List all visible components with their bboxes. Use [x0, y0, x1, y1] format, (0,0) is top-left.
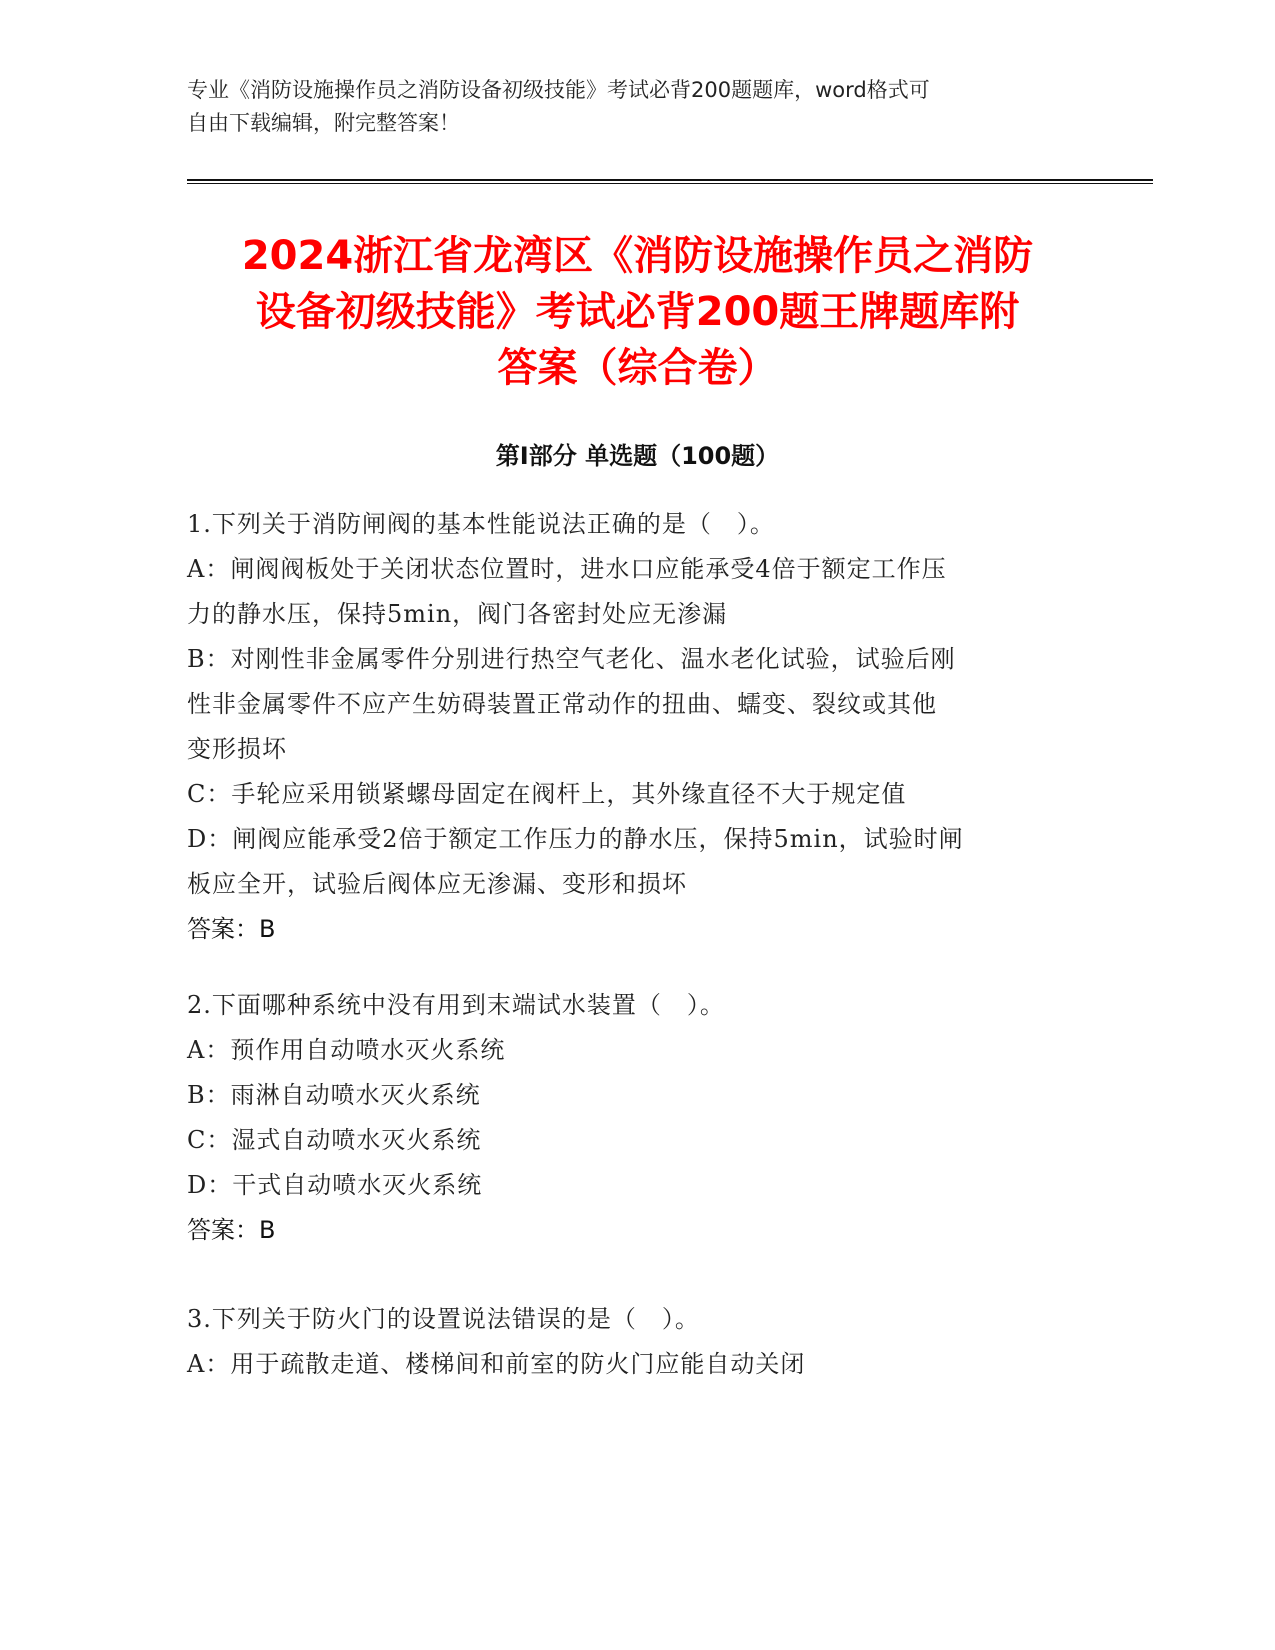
option-d-continued: 板应全开，试验后阀体应无渗漏、变形和损坏: [187, 870, 687, 898]
question-3: [187, 1297, 1087, 1387]
option-b-continued: 性非金属零件不应产生妨碍装置正常动作的扭曲、蠕变、裂纹或其他: [187, 690, 937, 718]
header-divider-thin: [187, 183, 1153, 184]
title-line-2: 设备初级技能》考试必背200题王牌题库附: [255, 289, 1020, 335]
answer-label: 答案：B: [187, 915, 276, 943]
header-note-line-2: 自由下载编辑，附完整答案！: [187, 111, 460, 135]
title-line-3: 答案（综合卷）: [497, 345, 778, 391]
header-note: [187, 74, 1067, 140]
question-1: [187, 502, 1087, 952]
option-a-continued: 力的静水压，保持5min，阀门各密封处应无渗漏: [187, 600, 728, 628]
option-a: A：预作用自动喷水灭火系统: [187, 1036, 506, 1064]
option-a: A：闸阀阀板处于关闭状态位置时，进水口应能承受4倍于额定工作压: [187, 555, 947, 583]
answer-label: 答案：B: [187, 1216, 276, 1244]
title-line-1: 2024浙江省龙湾区《消防设施操作员之消防: [241, 233, 1034, 279]
option-b-continued: 变形损坏: [187, 735, 287, 763]
section-title: 第Ⅰ部分 单选题（100题）: [495, 442, 780, 470]
option-c: C：手轮应采用锁紧螺母固定在阀杆上，其外缘直径不大于规定值: [187, 780, 907, 808]
document-title: [140, 228, 1135, 396]
header-note-line-1: 专业《消防设施操作员之消防设备初级技能》考试必背200题题库，word格式可: [187, 78, 930, 102]
question-2: [187, 983, 1087, 1253]
question-stem: 2.下面哪种系统中没有用到末端试水装置（ ）。: [187, 991, 725, 1019]
header-divider-thick: [187, 179, 1153, 181]
option-b: B：雨淋自动喷水灭火系统: [187, 1081, 481, 1109]
option-a: A：用于疏散走道、楼梯间和前室的防火门应能自动关闭: [187, 1350, 806, 1378]
option-c: C：湿式自动喷水灭火系统: [187, 1126, 482, 1154]
option-d: D：干式自动喷水灭火系统: [187, 1171, 483, 1199]
option-d: D：闸阀应能承受2倍于额定工作压力的静水压，保持5min，试验时闸: [187, 825, 964, 853]
question-stem: 1.下列关于消防闸阀的基本性能说法正确的是（ ）。: [187, 510, 775, 538]
question-stem: 3.下列关于防火门的设置说法错误的是（ ）。: [187, 1305, 700, 1333]
option-b: B：对刚性非金属零件分别进行热空气老化、温水老化试验，试验后刚: [187, 645, 956, 673]
